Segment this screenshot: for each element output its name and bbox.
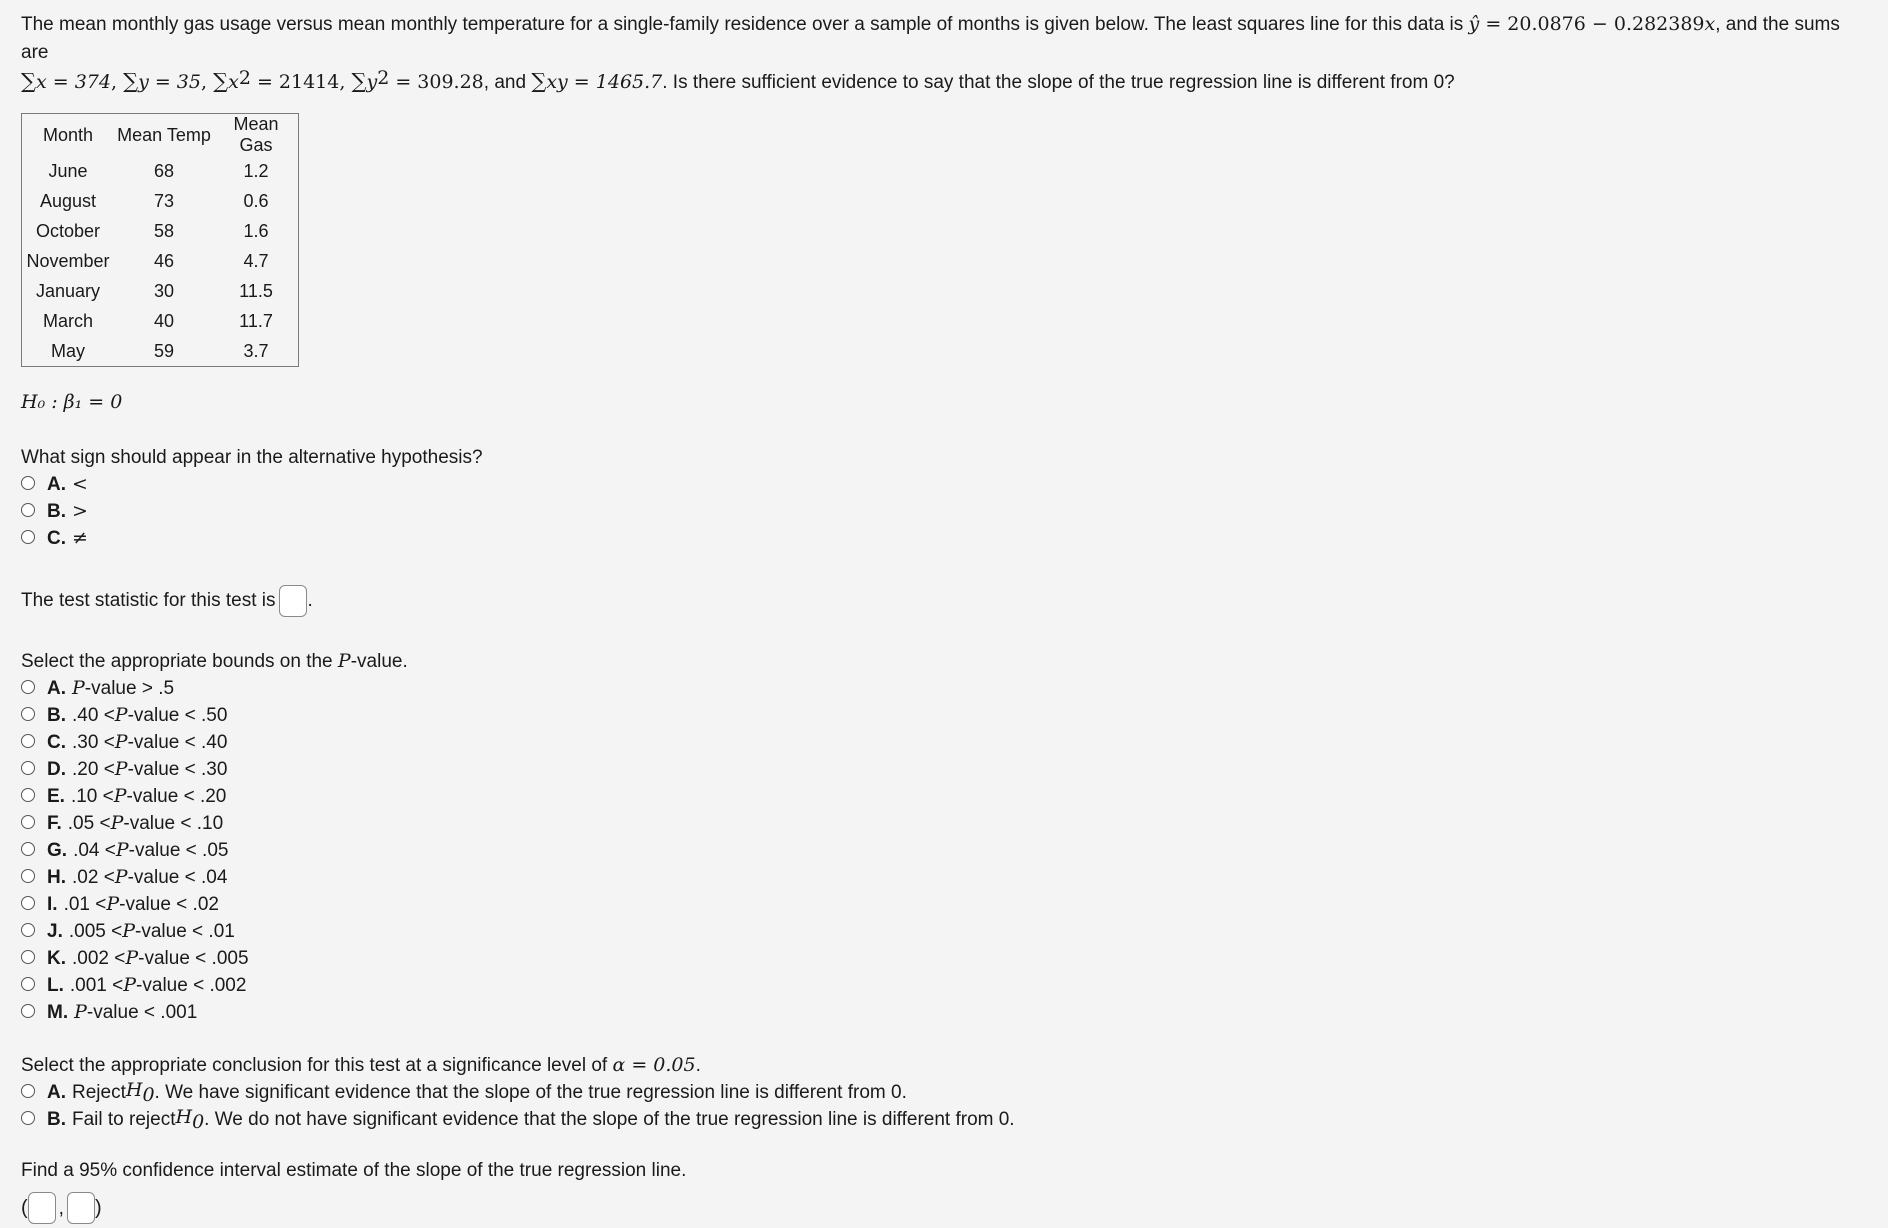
sum-x2-var: x [228, 71, 239, 93]
pvalue-option[interactable] [21, 756, 1868, 783]
table-row [22, 156, 299, 186]
pvalue-option[interactable] [21, 702, 1868, 729]
cell-mean-temp: 40 [153, 310, 175, 331]
cell-mean-temp: 73 [153, 190, 175, 211]
cell-mean-gas: 11.5 [239, 280, 273, 301]
cell-mean-gas: 11.7 [239, 310, 273, 331]
question-prompt: Find a 95% confidence interval estimate of the slope of the true regression line. [21, 1160, 687, 1181]
sum-symbol: ∑ [123, 69, 139, 93]
p-symbol: P [123, 974, 137, 996]
options-list [21, 675, 1868, 1026]
p-symbol: P [114, 731, 128, 753]
table-row [22, 216, 299, 246]
option-letter: G. [47, 840, 68, 861]
option-text: -value < .04 [127, 867, 228, 888]
table-row [22, 276, 299, 306]
question-prompt: The test statistic for this test is [21, 590, 276, 611]
conclusion-option[interactable] [21, 1106, 1868, 1133]
cell-month: May [50, 340, 85, 361]
p-symbol: P [110, 812, 124, 834]
p-symbol: P [72, 677, 85, 699]
option-text: .40 < [72, 705, 115, 726]
option-letter: I. [47, 894, 58, 915]
sum-symbol: ∑ [351, 69, 367, 93]
p-symbol: P [114, 758, 128, 780]
cell-mean-temp: 46 [153, 250, 175, 271]
radio-button[interactable] [21, 734, 35, 748]
option-text: -value < .20 [126, 786, 227, 807]
table-header-row [22, 114, 299, 157]
yhat-symbol: ŷ [1468, 13, 1480, 35]
question-conclusion [21, 1052, 1868, 1133]
option-text: Reject [72, 1082, 126, 1103]
radio-button[interactable] [21, 503, 35, 517]
option-text: .10 < [70, 786, 114, 807]
sum-xy: xy = 1465.7 [546, 71, 663, 93]
option-letter: C. [47, 528, 66, 549]
p-symbol: P [122, 920, 136, 942]
option-letter: A. [47, 474, 66, 495]
sum-symbol: ∑ [21, 69, 36, 93]
option-text: ≠ [72, 527, 88, 549]
test-statistic-row: The test statistic for this test is . [21, 582, 1868, 620]
cell-mean-temp: 30 [153, 280, 175, 301]
question-prompt: Select the appropriate conclusion for this test at a significance level of α = 0.05. [21, 1054, 701, 1076]
question-prompt: Select the appropriate bounds on the P-value. [21, 650, 408, 672]
option-text: -value < .01 [135, 921, 235, 942]
confidence-interval-inputs: ( , ) [21, 1188, 1868, 1228]
and-text: , and [483, 72, 532, 93]
pvalue-option[interactable] [21, 837, 1868, 864]
question-confidence-interval [21, 1157, 1868, 1228]
table-body [22, 156, 299, 367]
sum-x2-value: = 21414 [250, 71, 340, 93]
radio-button[interactable] [21, 923, 35, 937]
option-letter: J. [47, 921, 63, 942]
sum-y2-var: y [366, 71, 378, 93]
option-text: -value < .40 [127, 732, 228, 753]
sum-x: x = 374 [36, 71, 111, 93]
alt-sign-option[interactable] [21, 498, 1868, 525]
radio-button[interactable] [21, 788, 35, 802]
question-prompt: What sign should appear in the alternative hypothesis? [21, 447, 483, 468]
cell-mean-temp: 58 [153, 220, 175, 241]
pvalue-option[interactable] [21, 999, 1868, 1026]
cell-month: March [42, 310, 93, 331]
option-letter: A. [47, 678, 66, 699]
option-text: -value < .30 [127, 759, 228, 780]
h0-symbol: $H_0$ [175, 1105, 205, 1133]
conclusion-option[interactable] [21, 1079, 1868, 1106]
regression-equation: = 20.0876 − 0.282389 [1479, 13, 1705, 35]
pvalue-option[interactable] [21, 864, 1868, 891]
table-row [22, 246, 299, 276]
radio-button[interactable] [21, 1111, 35, 1125]
pvalue-option[interactable] [21, 675, 1868, 702]
options-list [21, 471, 1868, 552]
test-statistic-input[interactable] [279, 585, 307, 617]
radio-button[interactable] [21, 950, 35, 964]
radio-button[interactable] [21, 842, 35, 856]
intro-question: . Is there sufficient evidence to say that the slope of the true regression line is different from 0? [662, 72, 1455, 93]
p-symbol: P [125, 947, 139, 969]
option-letter: D. [47, 759, 66, 780]
pvalue-option[interactable] [21, 891, 1868, 918]
cell-mean-gas: 4.7 [243, 250, 269, 271]
cell-month: October [35, 220, 101, 241]
option-letter: B. [47, 501, 66, 522]
options-list [21, 1079, 1868, 1133]
radio-button[interactable] [21, 1084, 35, 1098]
intro-text: The mean monthly gas usage versus mean monthly temperature for a single-family residence over a sample of months is given below. The least squares line for this data is [21, 14, 1469, 35]
option-text: . We do not have significant evidence that the slope of the true regression line is different from 0. [204, 1109, 1015, 1130]
option-letter: C. [47, 732, 66, 753]
option-letter: B. [47, 705, 66, 726]
pvalue-option[interactable] [21, 810, 1868, 837]
pvalue-option[interactable] [21, 729, 1868, 756]
sum-y2-value: = 309.28 [389, 71, 484, 93]
option-letter: H. [47, 867, 66, 888]
option-text: -value < .005 [138, 948, 249, 969]
question-alternative-sign [21, 444, 1868, 552]
radio-button[interactable] [21, 977, 35, 991]
option-text: -value > .5 [84, 678, 175, 699]
option-text: Fail to reject [72, 1109, 176, 1130]
option-text: -value < .001 [86, 1002, 198, 1023]
p-symbol: P [106, 893, 120, 915]
pvalue-option[interactable] [21, 918, 1868, 945]
cell-mean-gas: 0.6 [243, 190, 269, 211]
p-symbol: P [114, 866, 128, 888]
cell-mean-gas: 1.6 [243, 220, 269, 241]
radio-button[interactable] [21, 896, 35, 910]
pvalue-option[interactable] [21, 972, 1868, 999]
option-text: < [72, 473, 88, 495]
option-text: -value < .05 [128, 840, 229, 861]
intro-text-end: , and the sums are [21, 14, 1840, 63]
pvalue-option[interactable] [21, 945, 1868, 972]
p-symbol: P [113, 785, 127, 807]
option-letter: F. [47, 813, 62, 834]
question-intro: The mean monthly gas usage versus mean monthly temperature for a single-family residence over a sample of months is given below. The least squares line for this data is ŷ = 20.0876 − 0.282389x, and the sums are ∑x = 374, ∑y = 35, $\sum x^2 = 21414$, $\sum y^2 = 309.28$, and ∑xy = 1465.7. Is there sufficient evidence to say that the slope of the true regression line is different from 0? [21, 13, 1840, 93]
alt-sign-option[interactable] [21, 525, 1868, 552]
option-text: -value < .50 [127, 705, 228, 726]
radio-button[interactable] [21, 476, 35, 490]
radio-button[interactable] [21, 530, 35, 544]
ci-upper-input[interactable] [67, 1192, 95, 1224]
pvalue-option[interactable] [21, 783, 1868, 810]
sum-symbol: ∑ [213, 69, 229, 93]
cell-month: August [39, 190, 97, 211]
x-variable: x [1704, 13, 1716, 35]
option-letter: E. [47, 786, 65, 807]
cell-mean-gas: 1.2 [243, 160, 269, 181]
option-text: .01 < [63, 894, 107, 915]
ci-lower-input[interactable] [28, 1192, 56, 1224]
table-row [22, 306, 299, 336]
option-text: .002 < [72, 948, 126, 969]
option-letter: B. [47, 1109, 66, 1130]
header-mean-temp: Mean Temp [117, 124, 211, 145]
option-text: . We have significant evidence that the slope of the true regression line is different from 0. [154, 1082, 907, 1103]
cell-mean-gas: 3.7 [243, 340, 269, 361]
sum-symbol: ∑ [531, 69, 547, 93]
option-text: .02 < [72, 867, 115, 888]
header-mean-gas: Mean Gas [233, 114, 279, 155]
alt-sign-option[interactable] [21, 471, 1868, 498]
header-month: Month [42, 124, 94, 145]
option-letter: L. [47, 975, 64, 996]
option-text: .30 < [72, 732, 115, 753]
question-pvalue-bounds [21, 648, 1868, 1026]
option-text: .05 < [67, 813, 111, 834]
h0-symbol: $H_0$ [125, 1078, 155, 1106]
radio-button[interactable] [21, 869, 35, 883]
cell-month: January [35, 280, 101, 301]
option-letter: A. [47, 1082, 66, 1103]
radio-button[interactable] [21, 1004, 35, 1018]
cell-mean-temp: 68 [153, 160, 175, 181]
cell-month: June [48, 160, 88, 181]
table-row [22, 336, 299, 367]
option-text: > [72, 500, 88, 522]
option-text: .005 < [68, 921, 123, 942]
radio-button[interactable] [21, 815, 35, 829]
radio-button[interactable] [21, 680, 35, 694]
cell-month: November [26, 250, 110, 271]
p-symbol: P [114, 704, 128, 726]
option-text: .001 < [69, 975, 124, 996]
option-letter: M. [47, 1002, 69, 1023]
option-letter: K. [47, 948, 66, 969]
option-text: .04 < [73, 840, 116, 861]
null-hypothesis: H₀ : β₁ = 0 [21, 391, 123, 413]
cell-mean-temp: 59 [153, 340, 175, 361]
sum-y: y = 35 [138, 71, 201, 93]
table-row [22, 186, 299, 216]
option-text: -value < .002 [136, 975, 247, 996]
p-symbol: P [115, 839, 129, 861]
option-text: .20 < [72, 759, 115, 780]
p-symbol: P [74, 1001, 87, 1023]
option-text: -value < .02 [119, 894, 219, 915]
option-text: -value < .10 [123, 813, 224, 834]
radio-button[interactable] [21, 761, 35, 775]
radio-button[interactable] [21, 707, 35, 721]
data-table [21, 113, 299, 367]
